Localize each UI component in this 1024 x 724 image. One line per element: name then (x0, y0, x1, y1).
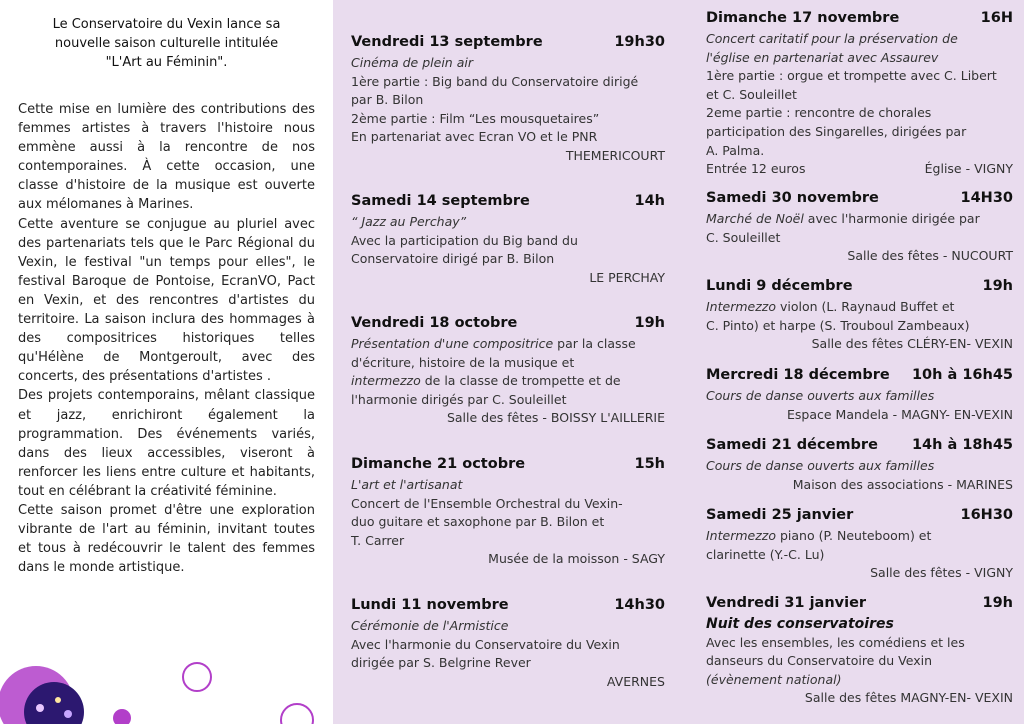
event-line: C. Souleillet (706, 229, 781, 245)
event-place: Salle des fêtes - NUCOURT (847, 248, 1013, 264)
event-line: T. Carrer (351, 532, 405, 548)
event-line: Avec l'harmonie du Conservatoire du Vexin (351, 636, 620, 652)
event-subtitle: Nuit des conservatoires (706, 616, 894, 632)
event-place: Salle des fêtes MAGNY-EN- VEXIN (804, 690, 1013, 706)
intro-heading (18, 15, 315, 73)
event-line: 1ère partie : orgue et trompette avec C. Libert (706, 68, 997, 84)
event-subtitle: “ Jazz au Perchay” (351, 214, 467, 229)
event-line: Avec la participation du Big band du (351, 232, 578, 248)
intro-line: "L'Art au Féminin". (105, 55, 228, 71)
event-time: 16H (980, 10, 1013, 26)
event-time: 14H30 (960, 190, 1013, 206)
paragraph: Des projets contemporains, mêlant classique et jazz, enrichiront également la programmation. Des événements variés, dans des lieux accessibles, viseront à renforcer les liens entre culture et habitants, tout en célébrant la créativité féminine. (18, 388, 315, 499)
event-card (706, 506, 1013, 583)
event-line: dirigée par S. Belgrine Rever (351, 655, 531, 671)
event-italic: intermezzo (351, 373, 421, 389)
event-subtitle: Concert caritatif pour la préservation de (706, 31, 958, 46)
event-card (706, 366, 1013, 424)
event-date: Samedi 30 novembre (706, 190, 879, 206)
event-card (351, 455, 665, 569)
event-line: Marché de Noël avec l'harmonie dirigée par (706, 211, 980, 226)
event-card (351, 192, 665, 287)
event-place: Salle des fêtes CLÉRY-EN- VEXIN (811, 336, 1013, 352)
event-time: 19h (634, 315, 665, 331)
event-card (706, 189, 1013, 266)
event-line: l'harmonie dirigés par C. Souleillet (351, 391, 567, 407)
event-time: 14h30 (614, 597, 665, 613)
event-time: 14h (634, 193, 665, 209)
event-line: participation des Singarelles, dirigées par (706, 123, 967, 139)
event-date: Lundi 11 novembre (351, 597, 509, 613)
intro-panel (0, 0, 333, 724)
event-subtitle: l'église en partenariat avec Assaurev (706, 49, 939, 65)
event-line: Présentation d'une compositrice par la classe (351, 336, 636, 351)
event-subtitle: Cours de danse ouverts aux familles (706, 388, 935, 403)
event-line: danseurs du Conservatoire du Vexin (706, 653, 933, 669)
event-line: Conservatoire dirigé par B. Bilon (351, 251, 555, 267)
paragraph: Cette aventure se conjugue au pluriel avec des partenariats tels que le Parc Régional du Vexin, le festival "un temps pour elles", le festival Baroque de Pontoise, EcranVO, Pact en Vexin, et des rencontres d'artistes du territoire. La saison inclura des hommages à des compositrices historiques telles qu'Hélène de Montgeroult, avec des concerts, des présentations d'artistes . (18, 216, 315, 385)
ring-circle (183, 663, 211, 691)
intro-line: nouvelle saison culturelle intitulée (54, 36, 279, 52)
small-dot (113, 709, 131, 724)
event-date: Vendredi 31 janvier (706, 595, 867, 611)
event-line: Avec les ensembles, les comédiens et les (706, 634, 965, 650)
event-date: Samedi 21 décembre (706, 437, 878, 453)
event-date: Dimanche 17 novembre (706, 10, 900, 26)
event-date: Mercredi 18 décembre (706, 367, 890, 383)
event-line: clarinette (Y.-C. Lu) (706, 546, 825, 562)
event-place: LE PERCHAY (589, 269, 665, 285)
paragraph: Cette mise en lumière des contributions des femmes artistes à travers l'histoire nous emmène aussi à la rencontre de nos contemporaines. À cette occasion, une classe d'histoire de la musique est ouverte aux mélomanes à Marines. (18, 102, 315, 213)
ring-circle (281, 704, 313, 724)
event-line: 1ère partie : Big band du Conservatoire dirigé (351, 73, 639, 89)
event-italic: Intermezzo (706, 528, 776, 543)
event-line: (évènement national) (706, 671, 842, 687)
event-place: Salle des fêtes - BOISSY L'AILLERIE (446, 410, 665, 426)
event-line: 2ème partie : Film “Les mousquetaires” (351, 110, 600, 126)
event-subtitle: Cinéma de plein air (351, 55, 473, 70)
event-line: Intermezzo piano (P. Neuteboom) et (706, 528, 932, 543)
event-line: duo guitare et saxophone par B. Bilon et (351, 514, 605, 530)
event-line: A. Palma. (706, 142, 765, 158)
event-card (706, 9, 1013, 179)
event-time: 10h à 16h45 (911, 367, 1013, 383)
event-date: Lundi 9 décembre (706, 278, 853, 294)
event-date: Vendredi 13 septembre (351, 34, 543, 50)
intro-body (18, 100, 315, 577)
event-italic: Présentation d'une compositrice (351, 336, 554, 351)
event-card (351, 314, 665, 428)
event-place: AVERNES (606, 673, 665, 689)
event-card (706, 594, 1013, 708)
event-place: Entrée 12 euros Église - VIGNY (706, 160, 1013, 179)
event-italic: Marché de Noël (706, 211, 804, 226)
event-card (351, 33, 665, 166)
event-card (351, 596, 665, 691)
paragraph: Cette saison promet d'être une exploration vibrante de l'art au féminin, invitant toutes et tous à redécouvrir le talent des femmes dans le monde artistique. (18, 502, 315, 576)
event-line: intermezzo de la classe de trompette et de (351, 373, 621, 389)
event-line: 2eme partie : rencontre de chorales (706, 105, 932, 121)
event-card (706, 277, 1013, 354)
decorative-circles (0, 600, 333, 724)
event-time: 16H30 (960, 507, 1013, 523)
event-subtitle: Cours de danse ouverts aux familles (706, 458, 935, 473)
event-date: Dimanche 21 octobre (351, 456, 526, 472)
event-place: THEMERICOURT (565, 147, 665, 163)
event-place: Espace Mandela - MAGNY- EN-VEXIN (787, 406, 1013, 422)
event-time: 15h (634, 456, 665, 472)
event-subtitle: L'art et l'artisanat (351, 477, 463, 492)
event-entry-fee: Entrée 12 euros (706, 161, 806, 177)
event-line: Intermezzo violon (L. Raynaud Buffet et (706, 299, 955, 314)
event-line: Concert de l'Ensemble Orchestral du Vexin- (351, 495, 623, 511)
event-date: Vendredi 18 octobre (351, 315, 518, 331)
event-line: d'écriture, histoire de la musique et (351, 354, 575, 370)
event-time: 19h (982, 278, 1013, 294)
event-card (706, 436, 1013, 494)
event-time: 14h à 18h45 (911, 437, 1013, 453)
event-line: C. Pinto) et harpe (S. Trouboul Zambeaux) (706, 317, 970, 333)
event-date: Samedi 25 janvier (706, 507, 854, 523)
event-place: Salle des fêtes - VIGNY (870, 565, 1013, 581)
event-place: Musée de la moisson - SAGY (488, 551, 665, 567)
event-date: Samedi 14 septembre (351, 193, 530, 209)
intro-line: Le Conservatoire du Vexin lance sa (52, 17, 281, 32)
event-time: 19h30 (614, 34, 665, 50)
event-line: par B. Bilon (351, 92, 424, 108)
event-italic: Intermezzo (706, 299, 776, 314)
event-subtitle: Cérémonie de l'Armistice (351, 618, 509, 633)
event-line: En partenariat avec Ecran VO et le PNR (351, 129, 598, 145)
event-place: Maison des associations - MARINES (792, 476, 1013, 492)
event-line: et C. Souleillet (706, 86, 797, 102)
event-time: 19h (982, 595, 1013, 611)
